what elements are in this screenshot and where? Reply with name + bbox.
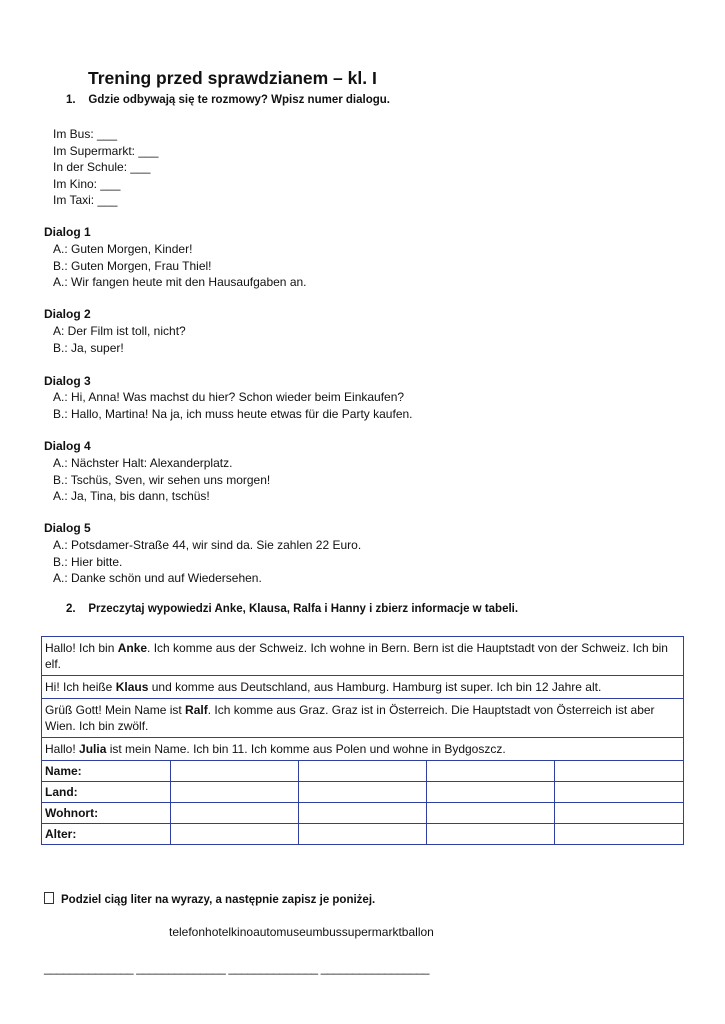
answer-cell[interactable] [299,782,427,803]
dialog-3-heading: Dialog 3 [44,374,91,388]
text-part: . Ich komme aus Graz. Graz ist in Österreich. Die Hauptstadt von Österreich ist aber Wien. Ich bin zwölf. [45,703,655,733]
table-row [42,738,684,761]
task3-heading [44,892,375,906]
answer-cell[interactable] [555,803,684,824]
task1-instruction: Gdzie odbywają się te rozmowy? Wpisz numer dialogu. [88,94,390,106]
text-ralf [42,699,684,738]
answer-cell[interactable] [555,761,684,782]
checkbox-icon [44,892,54,904]
dialog-2-lines [53,323,186,356]
answer-cell[interactable] [427,803,555,824]
text-part: Hi! Ich heiße [45,680,116,694]
answer-blanks[interactable]: ______________ ______________ ______________ _________________ [44,961,430,975]
place-bus: Im Bus: ___ [53,127,118,141]
dialog-line: A: Der Film ist toll, nicht? [53,324,186,338]
answer-cell[interactable] [555,782,684,803]
row-label-land: Land: [42,782,171,803]
dialog-4-heading: Dialog 4 [44,439,91,453]
table-row-land [42,782,684,803]
answer-cell[interactable] [171,761,299,782]
person-name: Klaus [115,680,149,694]
task3-instruction: Podziel ciąg liter na wyrazy, a następnie zapisz je poniżej. [61,894,376,906]
dialog-5-lines [53,537,361,587]
table-row-name [42,761,684,782]
text-klaus [42,676,684,699]
answer-cell[interactable] [171,782,299,803]
dialog-line: B.: Hallo, Martina! Na ja, ich muss heute etwas für die Party kaufen. [53,406,413,421]
text-julia [42,738,684,761]
answer-cell[interactable] [171,824,299,845]
dialog-1-heading: Dialog 1 [44,225,91,239]
dialog-line: A.: Ja, Tina, bis dann, tschüs! [53,489,210,503]
text-part: ist mein Name. Ich bin 11. Ich komme aus Polen und wohne in Bydgoszcz. [106,742,506,756]
text-part: Grüß Gott! Mein Name ist [45,703,186,717]
text-part: Hallo! [45,742,80,756]
row-label-alter: Alter: [42,824,171,845]
place-taxi: Im Taxi: ___ [53,193,118,207]
dialog-4-lines [53,455,270,505]
task1-number: 1. [66,94,76,106]
table-row [42,637,684,676]
place-schule: In der Schule: ___ [53,160,151,174]
dialog-line: B.: Ja, super! [53,340,124,355]
answer-cell[interactable] [427,782,555,803]
row-label-wohnort: Wohnort: [42,803,171,824]
answer-cell[interactable] [555,824,684,845]
places-list [53,126,158,209]
letter-string: telefonhotelkinoautomuseumbussupermarktballon [169,925,434,939]
task2-number: 2. [66,603,76,615]
answer-cell[interactable] [427,824,555,845]
dialog-line: A.: Nächster Halt: Alexanderplatz. [53,456,233,470]
dialog-line: B.: Guten Morgen, Frau Thiel! [53,258,212,273]
page-title: Trening przed sprawdzianem – kl. I [88,68,377,88]
dialog-line: A.: Hi, Anna! Was machst du hier? Schon wieder beim Einkaufen? [53,390,405,404]
dialog-line: A.: Guten Morgen, Kinder! [53,242,193,256]
dialog-line: B.: Hier bitte. [53,554,123,569]
dialog-line: A.: Potsdamer-Straße 44, wir sind da. Sie zahlen 22 Euro. [53,538,362,552]
text-part: Hallo! Ich bin [45,641,118,655]
place-kino: Im Kino: ___ [53,176,121,191]
info-table [41,636,684,845]
dialog-line: A.: Wir fangen heute mit den Hausaufgaben an. [53,275,307,289]
person-name: Anke [117,641,148,655]
dialog-2-heading: Dialog 2 [44,307,91,321]
row-label-name: Name: [42,761,171,782]
answer-cell[interactable] [171,803,299,824]
answer-cell[interactable] [299,824,427,845]
dialog-1-lines [53,241,307,291]
answer-cell[interactable] [299,803,427,824]
text-part: . Ich komme aus der Schweiz. Ich wohne in Bern. Bern ist die Hauptstadt von der Schweiz. Ich bin elf. [45,641,668,671]
dialog-line: A.: Danke schön und auf Wiedersehen. [53,571,262,585]
table-row-alter [42,824,684,845]
task2-instruction: Przeczytaj wypowiedzi Anke, Klausa, Ralfa i Hanny i zbierz informacje w tabeli. [88,603,519,615]
text-anke [42,637,684,676]
task1-heading [66,94,390,106]
table-row [42,699,684,738]
person-name: Julia [79,742,107,756]
task2-heading [66,603,518,615]
dialog-line: B.: Tschüs, Sven, wir sehen uns morgen! [53,472,271,487]
answer-cell[interactable] [299,761,427,782]
answer-cell[interactable] [427,761,555,782]
dialog-5-heading: Dialog 5 [44,521,91,535]
table-row [42,676,684,699]
text-part: und komme aus Deutschland, aus Hamburg. Hamburg ist super. Ich bin 12 Jahre alt. [148,680,602,694]
person-name: Ralf [185,703,208,717]
dialog-3-lines [53,389,413,422]
table-row-wohnort [42,803,684,824]
place-supermarkt: Im Supermarkt: ___ [53,143,159,158]
